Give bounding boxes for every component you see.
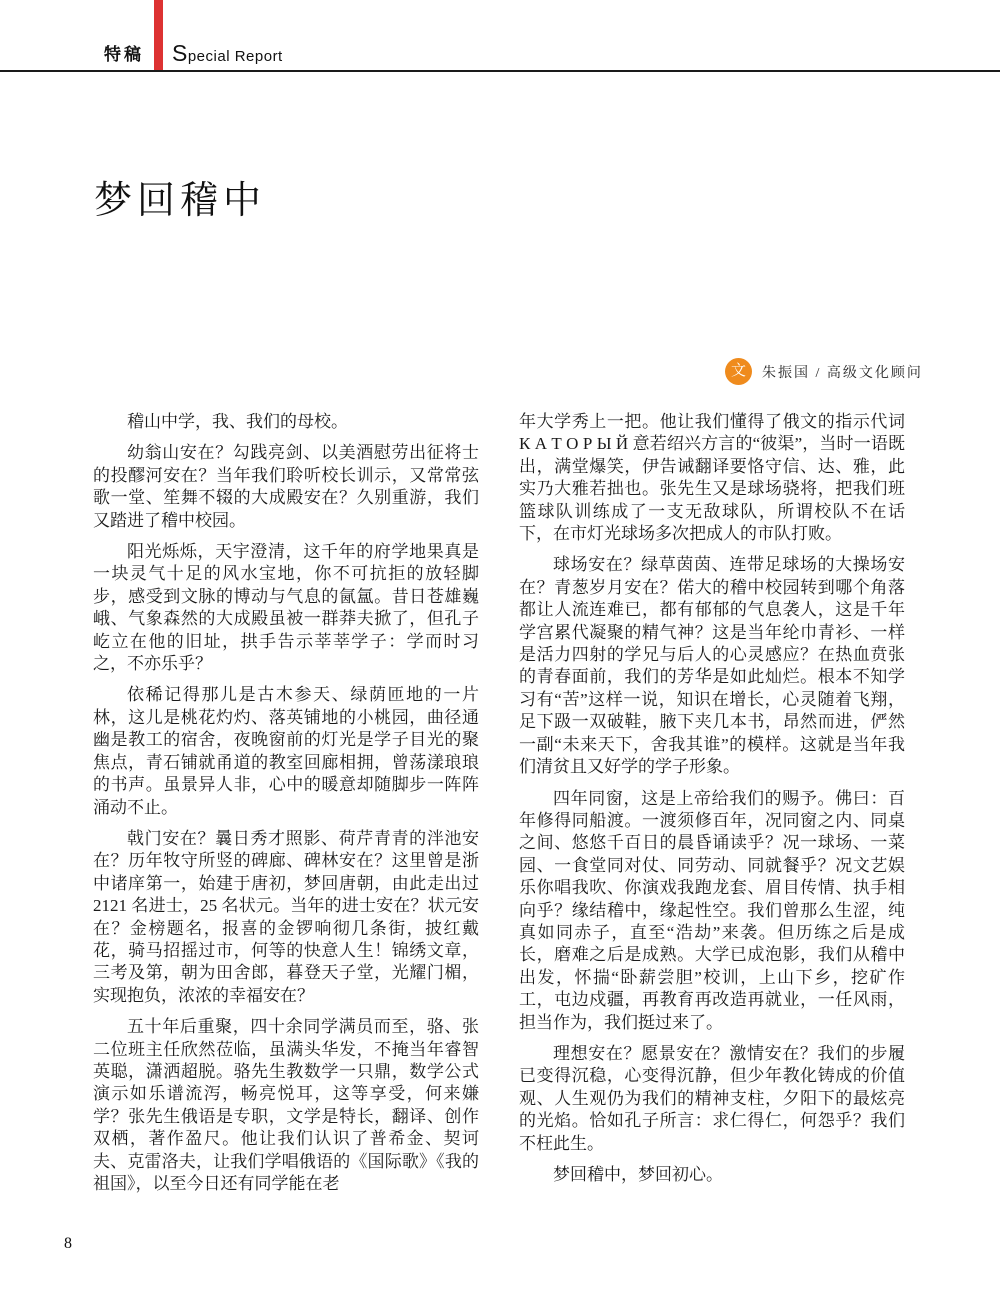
byline-author: 朱振国 / 高级文化顾问 xyxy=(762,365,923,381)
paragraph: 依稀记得那儿是古木参天、绿荫匝地的一片林，这儿是桃花灼灼、落英铺地的小桃园，曲径通幽是教工的宿舍，夜晚窗前的灯光是学子目光的聚焦点，青石铺就甬道的教室回廊相拥，曾荡漾琅琅的书声。虽景异人非，心中的暖意却随脚步一阵阵涌动不止。 xyxy=(93,685,479,817)
section-tag-cn: 特稿 xyxy=(104,45,144,64)
masthead xyxy=(0,0,1000,72)
article-body xyxy=(93,411,905,1195)
paragraph: 五十年后重聚，四十余同学满员而至，骆、张二位班主任欣然莅临，虽满头华发，不掩当年睿智英聪，潇洒超脱。骆先生教数学一只鼎，数学公式演示如乐谱流泻，畅亮悦耳，这等享受，何来嫌学？张先生俄语是专职，文学是特长，翻译、创作双栖，著作盈尺。他让我们认识了普希金、契诃夫、克雷洛夫，让我们学唱俄语的《国际歌》《我的祖国》，以至今日还有同学能在老 xyxy=(93,1017,479,1193)
wen-author-icon: 文 xyxy=(725,358,752,385)
page-number: 8 xyxy=(64,1235,72,1252)
paragraph: 幼翁山安在？勾践亮剑、以美酒慰劳出征将士的投醪河安在？当年我们聆听校长训示，又常常弦歌一堂、笙舞不辍的大成殿安在？久别重游，我们又踏进了稽中校园。 xyxy=(93,443,479,530)
paragraph: 稽山中学，我、我们的母校。 xyxy=(127,412,348,431)
byline xyxy=(725,358,923,385)
paragraph: 球场安在？绿草茵茵、连带足球场的大操场安在？青葱岁月安在？偌大的稽中校园转到哪个角落都让人流连难已，都有郁郁的气息袭人，这是千年学宫累代凝聚的精气神？这是当年纶巾青衫、一样是活力四射的学兄与后人的心灵感应？在热血贲张的青春面前，我们的芳华是如此灿烂。根本不知学习有“苦”这样一说，知识在增长，心灵随着飞翔，足下趿一双破鞋，腋下夹几本书，昂然而进，俨然一副“未来天下，舍我其谁”的模样。这就是当年我们清贫且又好学的学子形象。 xyxy=(519,555,905,777)
paragraph: 戟门安在？曩日秀才照影、荷芹青青的泮池安在？历年牧守所竖的碑廊、碑林安在？这里曾是浙中诸庠第一，始建于唐初，梦回唐朝，由此走出过 2121 名进士，25 名状元。当年的进士安在？状元安在？金榜题名，报喜的金锣响彻几条街，披红戴花，骑马招摇过市，何等的快意人生！锦绣文章，三考及第，朝为田舍郎，暮登天子堂，光耀门楣，实现抱负，浓浓的幸福安在？ xyxy=(93,828,479,1005)
section-tag-en: Special Report xyxy=(172,40,283,66)
article-column-right xyxy=(519,411,905,1195)
paragraph: 理想安在？愿景安在？激情安在？我们的步履已变得沉稳，心变得沉静，但少年教化铸成的价值观、人生观仍为我们的精神支柱，夕阳下的最炫亮的光焰。恰如孔子所言：求仁得仁，何怨乎？我们不枉此生。 xyxy=(519,1043,905,1153)
paragraph: 梦回稽中，梦回初心。 xyxy=(553,1165,723,1184)
red-accent-bar xyxy=(154,0,163,70)
paragraph: 阳光烁烁，天宇澄清，这千年的府学地果真是一块灵气十足的风水宝地，你不可抗拒的放轻脚步，感受到文脉的博动与气息的氤氲。昔日苍雄巍峨、气象森然的大成殿虽被一群莽夫掀了，但孔子屹立在他的旧址，拱手告示莘莘学子：学而时习之，不亦乐乎？ xyxy=(93,542,479,674)
paragraph: 年大学秀上一把。他让我们懂得了俄文的指示代词 К А Т О Р Ы Й 意若绍兴方言的“彼渠”，当时一语既出，满堂爆笑，伊告诫翻译要恪守信、达、雅，此实乃大雅若拙也。张先生又是球场骁将，把我们班篮球队训练成了一支无敌球队，所谓校队不在话下，在市灯光球场多次把成人的市队打败。 xyxy=(519,412,905,544)
paragraph: 四年同窗，这是上帝给我们的赐予。佛曰：百年修得同船渡。一渡须修百年，况同窗之内、同桌之间、悠悠千百日的晨昏诵读乎？况一球场、一菜园、一食堂同对仗、同劳动、同就餐乎？况文艺娱乐你唱我吹、你演戏我跑龙套、眉目传情、执手相向乎？缘结稽中，缘起性空。我们曾那么生涩，纯真如同赤子，直至“浩劫”来袭。但历练之后是成长，磨难之后是成熟。大学已成泡影，我们从稽中出发，怀揣“卧薪尝胆”校训，上山下乡，挖矿作工，屯边戍疆，再教育再改造再就业，一任风雨，担当作为，我们挺过来了。 xyxy=(519,788,905,1032)
article-column-left xyxy=(93,411,479,1195)
page-title: 梦回稽中 xyxy=(94,180,267,222)
